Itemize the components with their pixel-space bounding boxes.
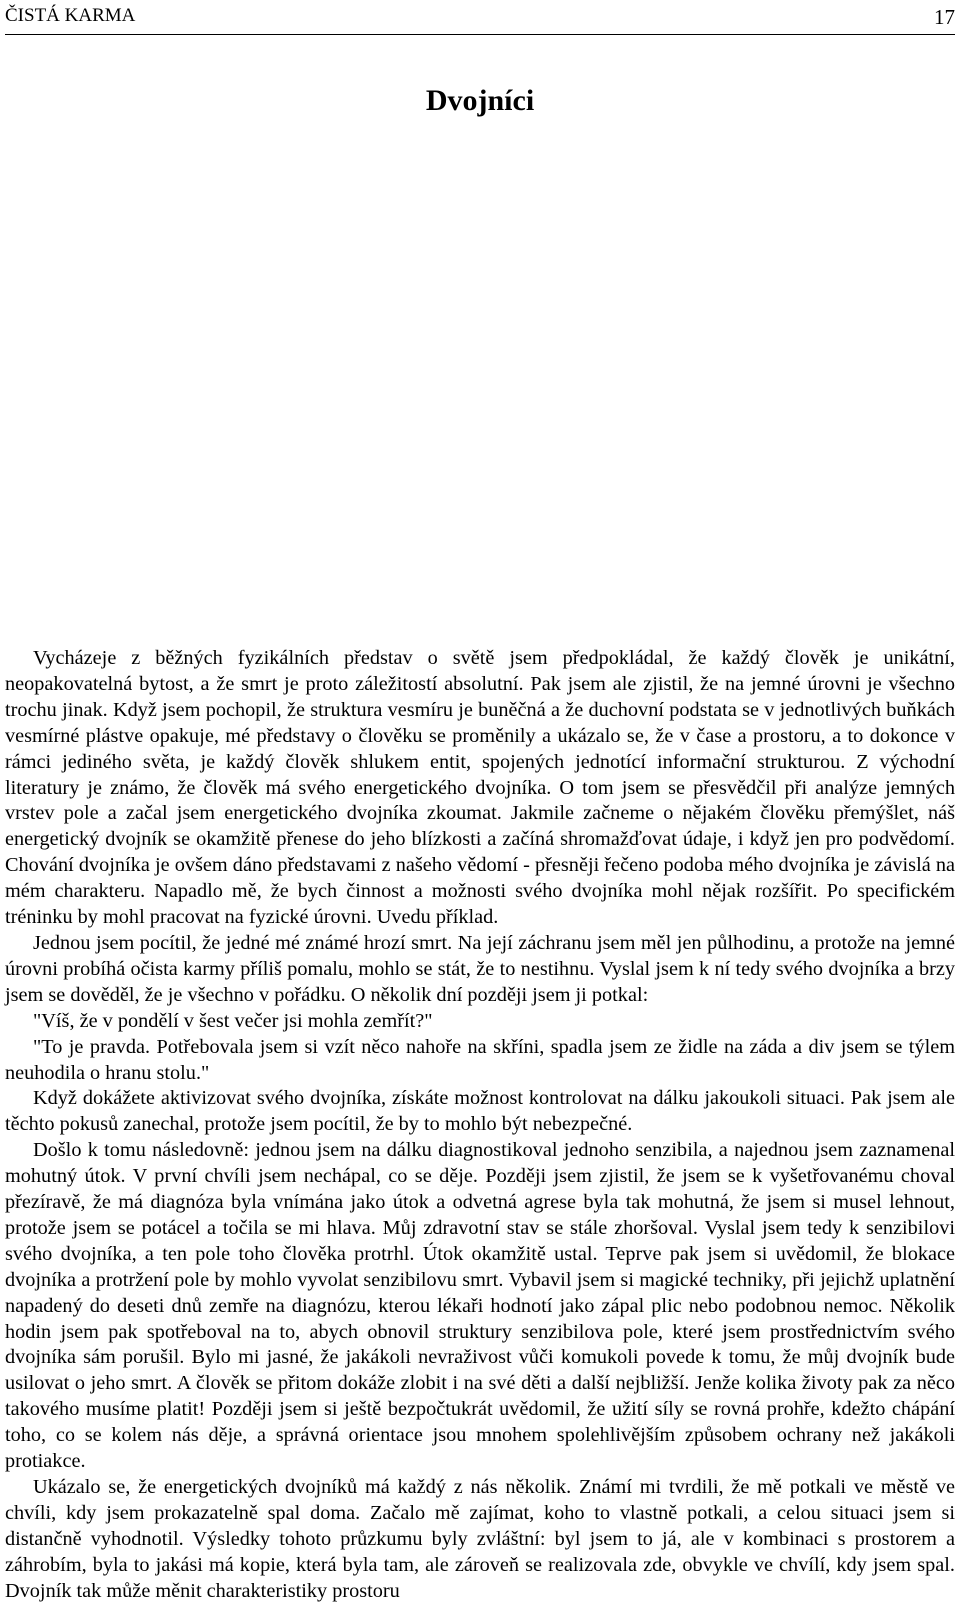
paragraph: Ukázalo se, že energetických dvojníků má každý z nás několik. Známí mi tvrdili, že mě potkali ve městě ve chvíli, kdy jsem prokazatelně spal doma. Začalo mě zajímat, koho to vlastně potkali, a celou situaci jsem si distančně vyhodnotil. Výsledky tohoto průzkumu byly zvláštní: byl jsem to já, ale v kombinaci s prostorem a záhrobím, byla to jakási má kopie, která byla tam, ale zároveň se realizovala zde, obvykle ve chvílí, kdy jsem spal. Dvojník tak může měnit charakteristiky prostoru [5, 1476, 955, 1602]
paragraph: "Víš, že v pondělí v šest večer jsi mohla zemřít?" [33, 1009, 433, 1032]
body-text [5, 646, 955, 1605]
running-header [5, 2, 955, 35]
paragraph: Došlo k tomu následovně: jednou jsem na dálku diagnostikoval jednoho senzibila, a najednou jsem zaznamenal mohutný útok. V první chvíli jsem nechápal, co se děje. Později jsem zjistil, že jsem se k vyšetřovanému choval přezíravě, že má diagnóza byla vnímána jako útok a odvetná agrese byla tak mohutná, že jsem si musel lehnout, protože jsem se potácel a točila se mi hlava. Můj zdravotní stav se stále zhoršoval. Vyslal jsem tedy k senzibilovi svého dvojníka, a ten pole toho člověka protrhl. Útok okamžitě ustal. Teprve pak jsem si uvědomil, že blokace dvojníka a protržení pole by mohlo vyvolat senzibilovu smrt. Vybavil jsem si magické techniky, při jejichž uplatnění napadený do deseti dnů zemře na diagnózu, kterou lékaři hodnotí jako zápal plic nebo podobnou nemoc. Několik hodin jsem pak spotřeboval na to, abych obnovil struktury senzibilova pole, které jsem prostřednictvím svého dvojníka sám porušil. Bylo mi jasné, že jakákoli nevraživost vůči komukoli povede k tomu, že můj dvojník bude usilovat o jeho smrt. A člověk se přitom dokáže zlobit i na své děti a další nejbližší. Jenže kolika životy pak za něco takového musíme platit! Později jsem si ještě bezpočtukrát uvědomil, že užití síly se rovná prohře, kdežto chápání toho, co se kolem nás děje, a správná orientace jsou mnohem spolehlivějším způsobem ochrany než jakákoli protiakce. [5, 1139, 955, 1473]
paragraph: "To je pravda. Potřebovala jsem si vzít něco nahoře na skříni, spadla jsem ze židle na záda a div jsem se týlem neuhodila o hranu stolu." [5, 1035, 955, 1084]
chapter-title: Dvojníci [425, 84, 535, 117]
header-page-number: 17 [934, 5, 955, 29]
paragraph: Jednou jsem pocítil, že jedné mé známé hrozí smrt. Na její záchranu jsem měl jen půlhodinu, a protože na jemné úrovni probíhá očista karmy příliš pomalu, mohlo se stát, že to nestihnu. Vyslal jsem k ní tedy svého dvojníka a brzy jsem se dověděl, že je všechno v pořádku. O několik dní později jsem ji potkal: [5, 931, 955, 1006]
header-book-title: ČISTÁ KARMA [5, 5, 136, 26]
paragraph: Když dokážete aktivizovat svého dvojníka, získáte možnost kontrolovat na dálku jakoukoli situaci. Pak jsem ale těchto pokusů zanechal, protože jsem pocítil, že by to mohlo být nebezpečné. [5, 1087, 955, 1136]
paragraph: Vycházeje z běžných fyzikálních představ o světě jsem předpokládal, že každý člověk je unikátní, neopakovatelná bytost, a že smrt je proto záležitostí absolutní. Pak jsem ale zjistil, že na jemné úrovni je všechno trochu jinak. Když jsem pochopil, že struktura vesmíru je buněčná a že duchovní podstata se v jednotlivých buňkách vesmírné plástve opakuje, mé představy o člověku se proměnily a ukázalo se, že v čase a prostoru, a to dokonce v rámci jediného světa, je každý člověk shlukem entit, spojených jednotící informační strukturou. Z východní literatury je známo, že člověk má svého energetického dvojníka. O tom jsem se přesvědčil při analýze jemných vrstev pole a začal jsem energetického dvojníka zkoumat. Jakmile začneme o nějakém člověku přemýšlet, náš energetický dvojník se okamžitě přenese do jeho blízkosti a začíná shromažďovat údaje, i když jen pro podvědomí. Chování dvojníka je ovšem dáno představami z našeho vědomí - přesněji řečeno podoba mého dvojníka je závislá na mém charakteru. Napadlo mě, že bych činnost a možnosti svého dvojníka mohl nějak rozšířit. Po specifickém tréninku by mohl pracovat na fyzické úrovni. Uvedu příklad. [5, 647, 955, 929]
